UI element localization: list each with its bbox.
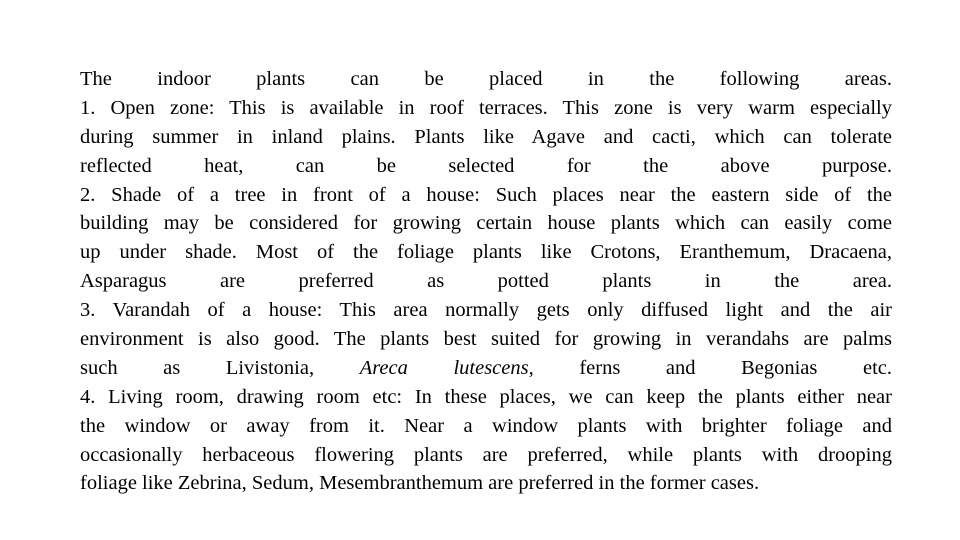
italic-genus: Areca	[359, 356, 408, 379]
text-line: 2. Shade of a tree in front of a house: Such places near the eastern side of the	[80, 183, 892, 206]
text-line: during summer in inland plains. Plants like Agave and cacti, which can tolerate	[80, 125, 892, 148]
text-line: occasionally herbaceous flowering plants are preferred, while plants with drooping	[80, 443, 892, 466]
text-line: building may be considered for growing certain house plants which can easily come	[80, 212, 892, 235]
text-line: 4. Living room, drawing room etc: In these places, we can keep the plants either near	[80, 385, 892, 408]
text-line: Asparagus are preferred as potted plants in the area.	[80, 270, 892, 293]
text-line-final: foliage like Zebrina, Sedum, Mesembranthemum are preferred in the former cases.	[80, 472, 760, 495]
text-line: 1. Open zone: This is available in roof terraces. This zone is very warm especially	[80, 96, 892, 119]
text-line: up under shade. Most of the foliage plants like Crotons, Eranthemum, Dracaena,	[80, 241, 892, 264]
text-line: reflected heat, can be selected for the above purpose.	[80, 154, 892, 177]
text-line: environment is also good. The plants best suited for growing in verandahs are palms	[80, 328, 892, 351]
text-line: 3. Varandah of a house: This area normally gets only diffused light and the air	[80, 299, 892, 322]
species-line-end: , ferns and Begonias etc.	[528, 356, 892, 379]
text-line: The indoor plants can be placed in the following areas.	[80, 68, 892, 90]
text-line-species	[80, 354, 892, 383]
italic-species: lutescens	[453, 356, 529, 379]
species-line-start: such as Livistonia,	[80, 356, 315, 379]
text-line: the window or away from it. Near a window plants with brighter foliage and	[80, 414, 892, 437]
body-text	[80, 65, 892, 498]
